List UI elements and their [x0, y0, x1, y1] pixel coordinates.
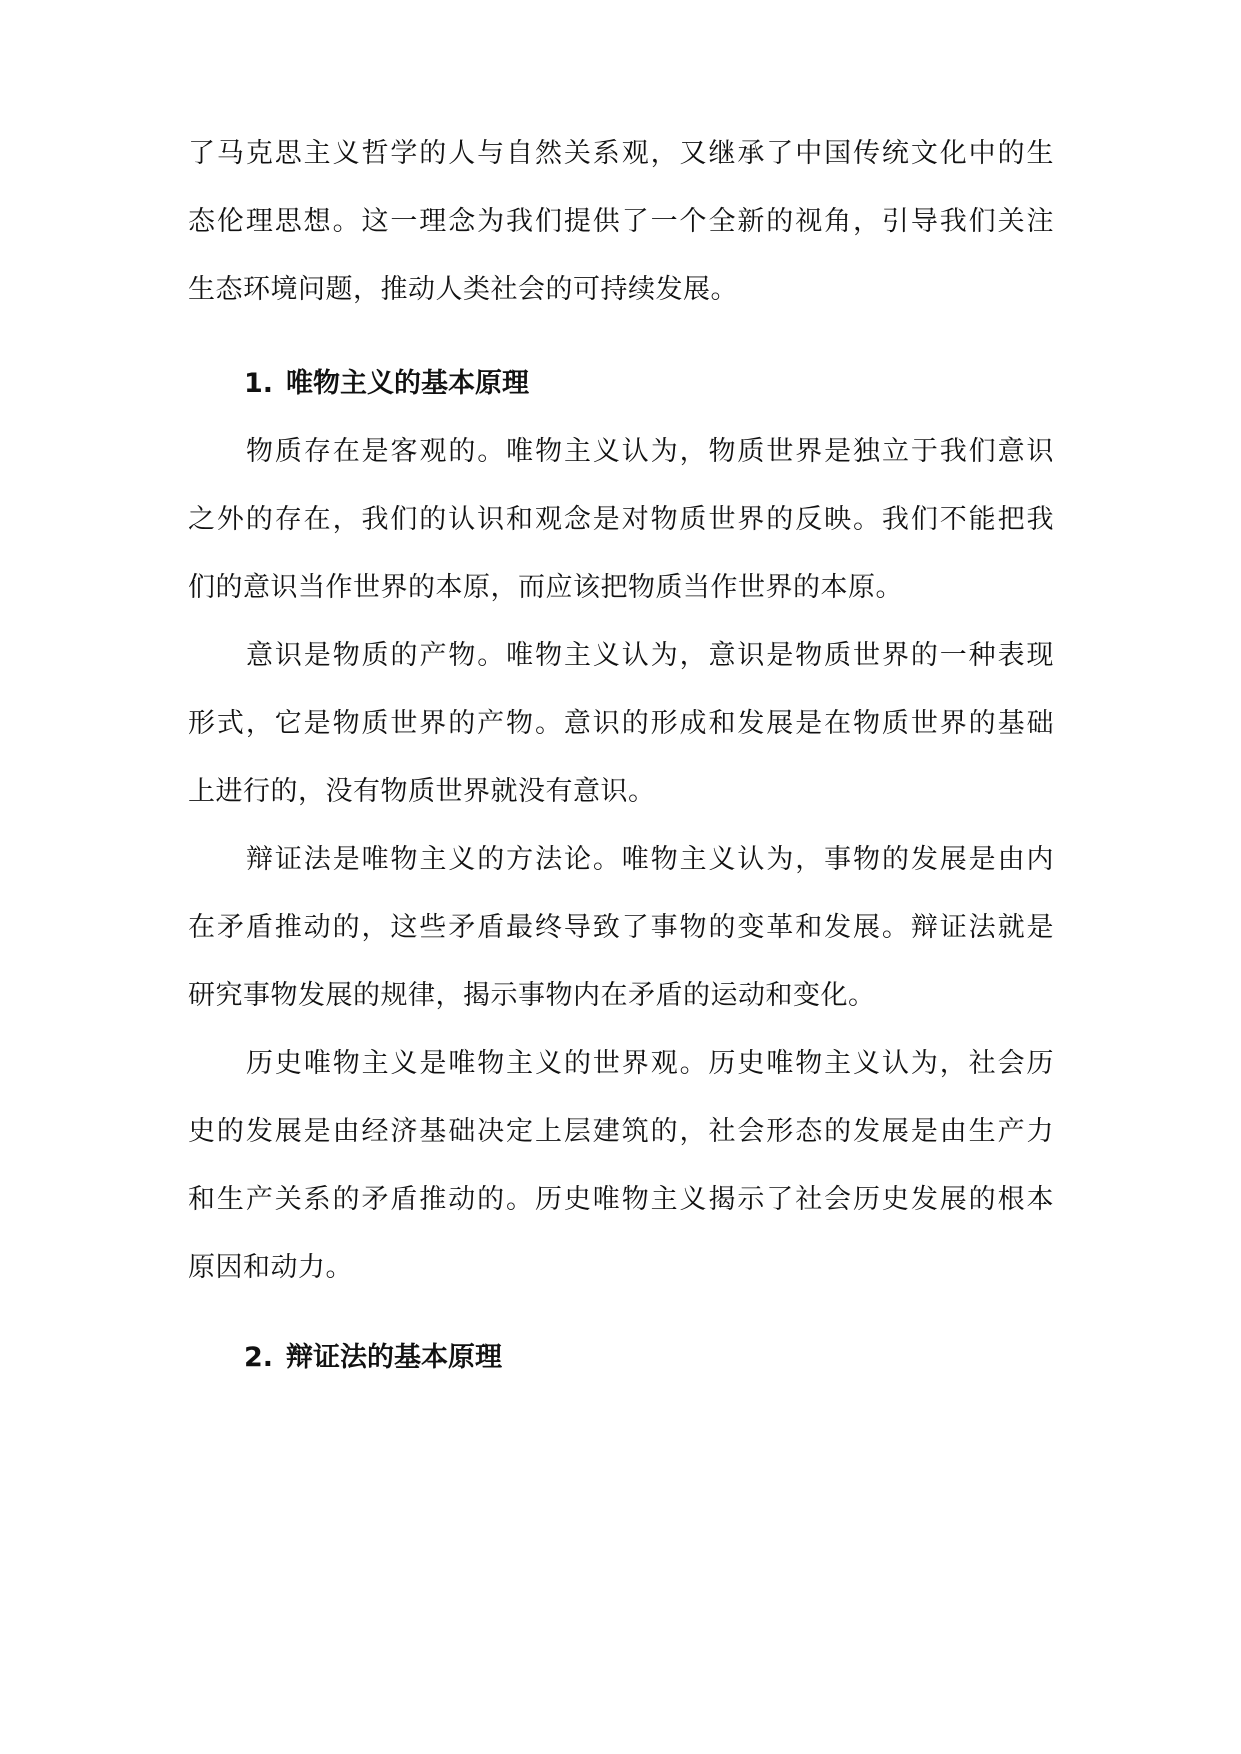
paragraph-line: 原因和动力。 — [188, 1252, 353, 1283]
paragraph-line: 和生产关系的矛盾推动的。历史唯物主义揭示了社会历史发展的根本 — [188, 1184, 1054, 1215]
section-heading — [244, 1338, 502, 1378]
paragraph-line: 研究事物发展的规律，揭示事物内在矛盾的运动和变化。 — [188, 980, 876, 1011]
section-heading — [244, 364, 529, 404]
paragraph-line: 在矛盾推动的，这些矛盾最终导致了事物的变革和发展。辩证法就是 — [188, 912, 1054, 943]
section-number: 2. — [244, 1342, 274, 1373]
intro-line: 态伦理思想。这一理念为我们提供了一个全新的视角，引导我们关注 — [188, 206, 1054, 237]
section-title: 辩证法的基本原理 — [286, 1342, 502, 1373]
paragraph-line: 之外的存在，我们的认识和观念是对物质世界的反映。我们不能把我 — [188, 504, 1054, 535]
intro-line: 了马克思主义哲学的人与自然关系观，又继承了中国传统文化中的生 — [188, 138, 1054, 169]
paragraph-line: 意识是物质的产物。唯物主义认为，意识是物质世界的一种表现 — [246, 640, 1054, 671]
paragraph-line: 辩证法是唯物主义的方法论。唯物主义认为，事物的发展是由内 — [246, 844, 1054, 875]
intro-line: 生态环境问题，推动人类社会的可持续发展。 — [188, 274, 738, 305]
paragraph-line: 们的意识当作世界的本原，而应该把物质当作世界的本原。 — [188, 572, 903, 603]
paragraph-line: 历史唯物主义是唯物主义的世界观。历史唯物主义认为，社会历 — [246, 1048, 1054, 1079]
paragraph-line: 史的发展是由经济基础决定上层建筑的，社会形态的发展是由生产力 — [188, 1116, 1054, 1147]
section-number: 1. — [244, 368, 274, 399]
paragraph-line: 物质存在是客观的。唯物主义认为，物质世界是独立于我们意识 — [246, 436, 1054, 467]
paragraph-line: 形式，它是物质世界的产物。意识的形成和发展是在物质世界的基础 — [188, 708, 1054, 739]
section-title: 唯物主义的基本原理 — [286, 368, 529, 399]
paragraph-line: 上进行的，没有物质世界就没有意识。 — [188, 776, 656, 807]
